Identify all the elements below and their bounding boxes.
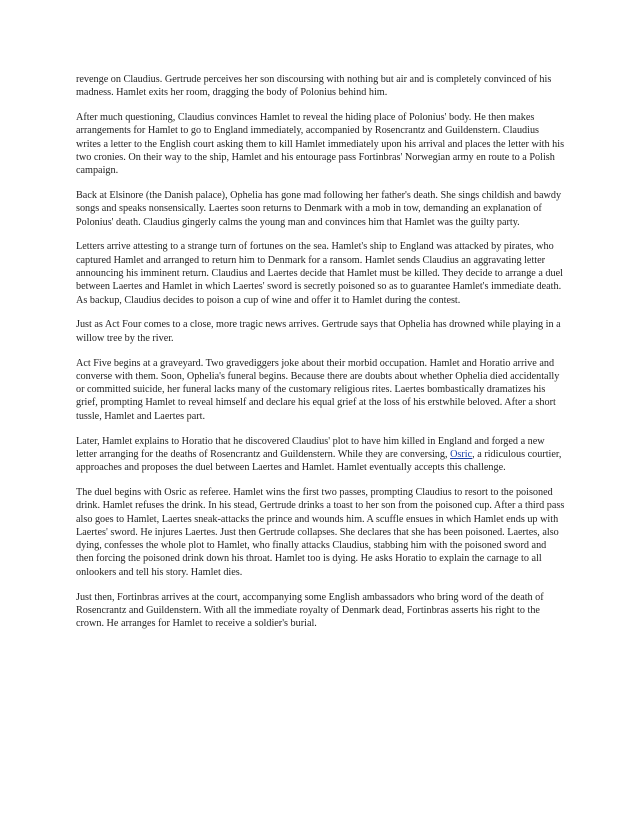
document-body bbox=[76, 73, 566, 642]
paragraph-7-text-before: Later, Hamlet explains to Horatio that he discovered Claudius' plot to have him killed in England and forged a new letter arranging for the deaths of Rosencrantz and Guildenstern. While they are conversing, bbox=[76, 435, 545, 460]
paragraph-3: Back at Elsinore (the Danish palace), Ophelia has gone mad following her father's death. She sings childish and bawdy songs and speaks nonsensically. Laertes soon returns to Denmark with a mob in tow, demanding an explanation of Polonius' death. Claudius gingerly calms the young man and convinces him that Hamlet was the guilty party. bbox=[76, 190, 562, 228]
paragraph-8: The duel begins with Osric as referee. Hamlet wins the first two passes, prompting Claudius to resort to the poisoned drink. Hamlet refuses the drink. In his stead, Gertrude drinks a toast to her son from the poisoned cup. After a third pass also goes to Hamlet, Laertes sneak-attacks the prince and wounds him. A scuffle ensues in which Hamlet ends up with Laertes' sword. He injures Laertes. Just then Gertrude collapses. She declares that she has been poisoned. Laertes, also dying, confesses the whole plot to Hamlet, who finally attacks Claudius, stabbing him with the poisoned sword and then forcing the poisoned drink down his throat. Hamlet too is dying. He asks Horatio to explain the carnage to all onlookers and tell his story. Hamlet dies. bbox=[76, 486, 565, 578]
paragraph-6: Act Five begins at a graveyard. Two gravediggers joke about their morbid occupation. Hamlet and Horatio arrive and converse with them. Soon, Ophelia's funeral begins. Because there are doubts about whether Ophelia died accidentally or committed suicide, her funeral lacks many of the customary religious rites. Laertes bombastically dramatizes his grief, prompting Hamlet to reveal himself and declare his equal grief at the loss of his erstwhile beloved. After a short tussle, Hamlet and Laertes part. bbox=[76, 357, 560, 422]
paragraph-7 bbox=[76, 435, 566, 475]
paragraph-7-text-after: , a ridiculous courtier, approaches and proposes the duel between Laertes and Hamlet. Hamlet eventually accepts this challenge. bbox=[76, 448, 562, 474]
paragraph-9: Just then, Fortinbras arrives at the court, accompanying some English ambassadors who bring word of the death of Rosencrantz and Guildenstern. With all the immediate royalty of Denmark dead, Fortinbras asserts his right to the crown. He arranges for Hamlet to receive a soldier's burial. bbox=[76, 591, 544, 630]
paragraph-4: Letters arrive attesting to a strange turn of fortunes on the sea. Hamlet's ship to England was attacked by pirates, who captured Hamlet and arranged to return him to Denmark for a ransom. Hamlet sends Claudius an aggravating letter announcing his imminent return. Claudius and Laertes decide that Hamlet must be killed. They decide to arrange a duel between Laertes and Hamlet in which Laertes' sword is secretly poisoned so as to guarantee Hamlet's immediate death. As backup, Claudius decides to poison a cup of wine and offer it to Hamlet during the contest. bbox=[76, 241, 563, 306]
paragraph-2: After much questioning, Claudius convinces Hamlet to reveal the hiding place of Polonius' body. He then makes arrangements for Hamlet to go to England immediately, accompanied by Rosencrantz and Guildenstern. Claudius writes a letter to the English court asking them to kill Hamlet immediately upon his arrival and places the letter with his two cronies. On their way to the ship, Hamlet and his entourage pass Fortinbras' Norwegian army en route to a Polish campaign. bbox=[76, 112, 565, 177]
paragraph-1: revenge on Claudius. Gertrude perceives her son discoursing with nothing but air and is completely convinced of his madness. Hamlet exits her room, dragging the body of Polonius behind him. bbox=[76, 74, 552, 99]
osric-link[interactable]: Osric bbox=[450, 448, 473, 460]
paragraph-5: Just as Act Four comes to a close, more tragic news arrives. Gertrude says that Ophelia has drowned while playing in a willow tree by the river. bbox=[76, 319, 561, 344]
